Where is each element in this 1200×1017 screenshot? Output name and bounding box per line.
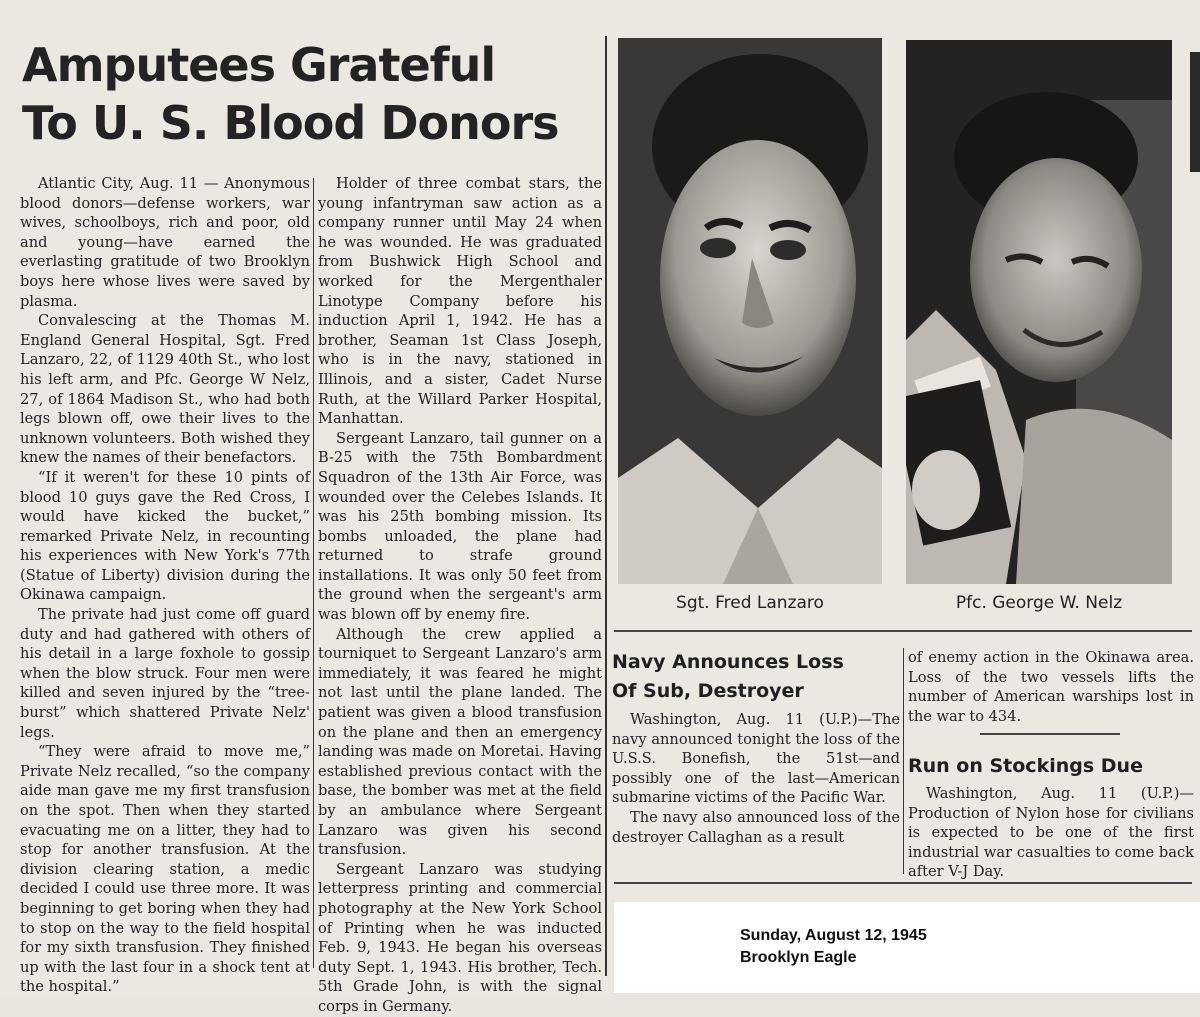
navy-story-continued <box>908 648 1194 726</box>
photo-caption-left: Sgt. Fred Lanzaro <box>676 593 824 613</box>
photo-caption-right: Pfc. George W. Nelz <box>955 593 1123 613</box>
publication-date: Sunday, August 12, 1945 <box>740 927 927 944</box>
story-divider <box>980 733 1120 735</box>
article-column-2 <box>318 174 602 1017</box>
portrait-image <box>618 38 882 584</box>
portrait-image <box>906 40 1172 584</box>
article-paragraph: Convalescing at the Thomas M. England General Hospital, Sgt. Fred Lanzaro, 22, of 1129 40th St., who lost his left arm, and Pfc. George W Nelz, 27, of 1864 Madison St., who had both legs blown off, owe their lives to the unknown volunteers. Both wished they knew the names of their benefactors. <box>20 312 310 467</box>
navy-headline-line-2: Of Sub, Destroyer <box>612 680 804 702</box>
source-credit-box <box>614 902 1200 993</box>
article-paragraph: Sergeant Lanzaro, tail gunner on a B-25 with the 75th Bombardment Squadron of the 13th Air Force, was wounded over the Celebes Islands. It was his 25th bombing mission. Its bombs unloaded, the plane had returned to strafe ground installations. It was only 50 feet from the ground when the sergeant's arm was blown off by enemy fire. <box>318 429 602 624</box>
story-paragraph: The navy also announced loss of the destroyer Callaghan as a result <box>612 808 900 846</box>
publication-name: Brooklyn Eagle <box>740 949 857 966</box>
section-divider <box>614 630 1192 632</box>
page-divider <box>605 36 607 976</box>
article-paragraph: Although the crew applied a tourniquet to Sergeant Lanzaro's arm immediately, it was feared he might not last until the plane landed. The patient was given a blood transfusion on the plane and then an emergency landing was made on Moretai. Having established previous contact with the base, the bomber was met at the field by an ambulance where Sergeant Lanzaro was given his second transfusion. <box>318 625 602 859</box>
article-paragraph: Sergeant Lanzaro was studying letterpress printing and commercial photography at the New York School of Printing when he was inducted Feb. 9, 1943. He began his overseas duty Sept. 1, 1943. His brother, Tech. 5th Grade John, is with the signal corps in Germany. <box>318 860 602 1015</box>
story-paragraph: of enemy action in the Okinawa area. Loss of the two vessels lifts the number of American warships lost in the war to 434. <box>908 649 1194 725</box>
stockings-story-body <box>908 784 1194 882</box>
story-paragraph: Washington, Aug. 11 (U.P.)—Production of Nylon hose for civilians is expected to be one of the first industrial war casualties to come back after V-J Day. <box>908 785 1194 881</box>
navy-story-body <box>612 710 900 847</box>
navy-story-headline <box>612 648 902 706</box>
section-divider <box>614 882 1192 884</box>
article-paragraph: The private had just come off guard duty and had gathered with others of his detail in a large foxhole to gossip when the blow struck. Four men were killed and seven injured by the “tree-burst” which shattered Private Nelz' legs. <box>20 606 310 741</box>
adjacent-column-fragment <box>1190 52 1200 172</box>
article-paragraph: “If it weren't for these 10 pints of blood 10 guys gave the Red Cross, I would have kicked the bucket,” remarked Private Nelz, in recounting his experiences with New York's 77th (Statue of Liberty) division during the Okinawa campaign. <box>20 468 310 604</box>
headline-line-2: To U. S. Blood Donors <box>22 96 559 150</box>
article-paragraph: “They were afraid to move me,” Private Nelz recalled, “so the company aide man gave me my first transfusion on the spot. Then when they started evacuating me on a litter, they had to stop for another transfusion. At the division clearing station, a medic decided I could use three more. It was beginning to get boring when they had to stop on the way to the field hospital for my sixth transfusion. They finished up with the last four in a shock tent at the hospital.” <box>20 743 310 996</box>
headline-line-1: Amputees Grateful <box>22 38 496 92</box>
photo-fred-lanzaro <box>618 38 882 584</box>
story-paragraph: Washington, Aug. 11 (U.P.)—The navy announced tonight the loss of the U.S.S. Bonefish, the 51st—and possibly one of the last—American submarine victims of the Pacific War. <box>612 711 900 807</box>
article-paragraph: Holder of three combat stars, the young infantryman saw action as a company runner until May 24 when he was wounded. He was graduated from Bushwick High School and worked for the Mergenthaler Linotype Company before his induction April 1, 1942. He has a brother, Seaman 1st Class Joseph, who is in the navy, stationed in Illinois, and a sister, Cadet Nurse Ruth, at the Willard Parker Hospital, Manhattan. <box>318 175 602 428</box>
stockings-story-headline: Run on Stockings Due <box>908 755 1143 777</box>
column-divider <box>313 178 314 968</box>
navy-headline-line-1: Navy Announces Loss <box>612 651 844 673</box>
column-divider <box>903 648 904 874</box>
article-column-1 <box>20 174 310 997</box>
article-paragraph: Atlantic City, Aug. 11 — Anonymous blood donors—defense workers, war wives, schoolboys, rich and poor, old and young—have earned the everlasting gratitude of two Brooklyn boys here whose lives were saved by plasma. <box>20 175 310 310</box>
article-headline <box>22 36 602 152</box>
photo-george-nelz <box>906 40 1172 584</box>
